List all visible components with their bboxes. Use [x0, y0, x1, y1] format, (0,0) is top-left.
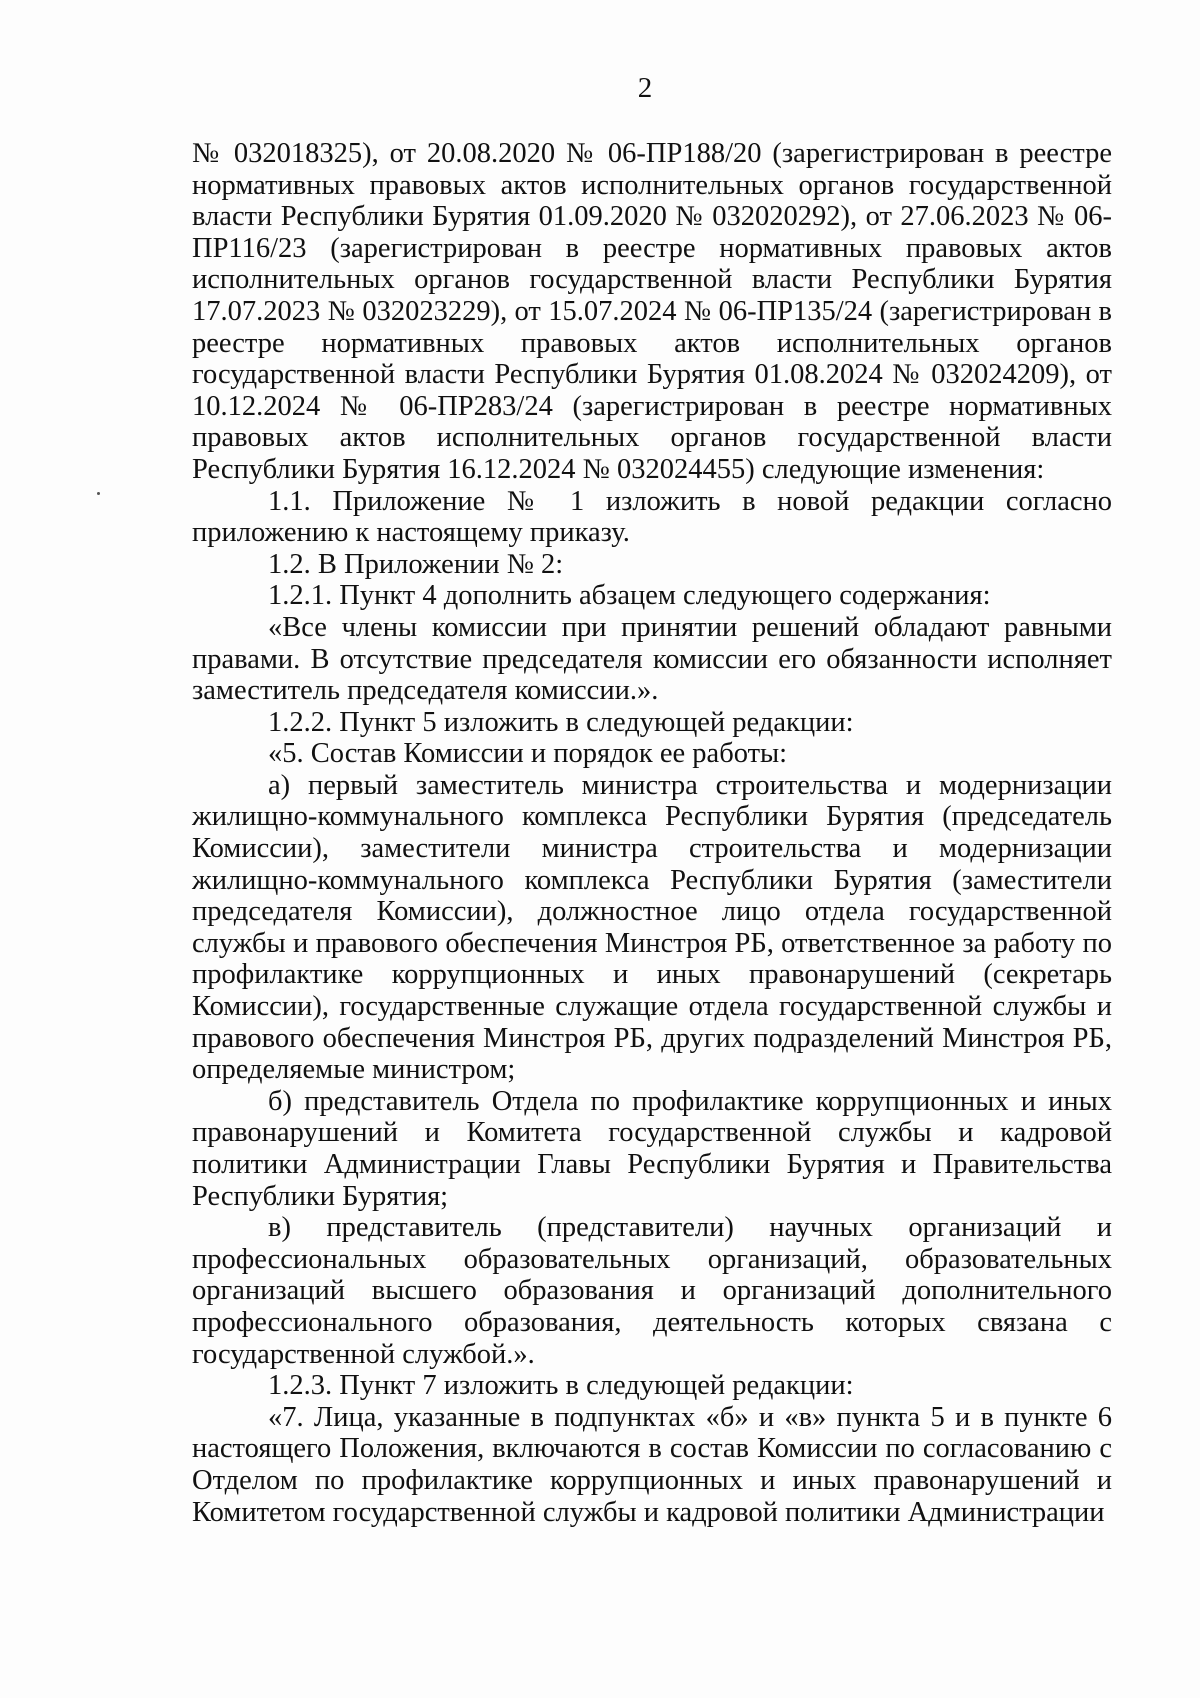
- paragraph-1-2-1: 1.2.1. Пункт 4 дополнить абзацем следующего содержания:: [268, 580, 991, 612]
- paragraph-1-1: 1.1. Приложение № 1 изложить в новой редакции согласно приложению к настоящему приказу.: [192, 485, 1112, 549]
- paragraph-1-2: 1.2. В Приложении № 2:: [268, 548, 564, 580]
- page-number: 2: [637, 72, 653, 104]
- paragraph-quote-equal-rights: «Все члены комиссии при принятии решений обладают равными правами. В отсутствие председателя комиссии его обязанности исполняет заместитель председателя комиссии.».: [192, 611, 1112, 707]
- paragraph-quote-commission-composition: «5. Состав Комиссии и порядок ее работы:: [268, 738, 788, 770]
- paragraph-item-v: в) представитель (представители) научных организаций и профессиональных образовательных организаций, образовательных организаций высшего образования и организаций дополнительного профессионального образования, деятельность которых связана с государственной службой.».: [192, 1212, 1112, 1370]
- paragraph-1-2-3: 1.2.3. Пункт 7 изложить в следующей редакции:: [268, 1370, 854, 1402]
- paragraph-item-a: а) первый заместитель министра строительства и модернизации жилищно-коммунального комплекса Республики Бурятия (председатель Комиссии), заместители министра строительства и модернизации жилищно-коммунального комплекса Республики Бурятия (заместители председателя Комиссии), должностное лицо отдела государственной службы и правового обеспечения Минстроя РБ, ответственное за работу по профилактике коррупционных и иных правонарушений (секретарь Комиссии), государственные служащие отдела государственной службы и правового обеспечения Минстроя РБ, других подразделений Минстроя РБ, определяемые министром;: [192, 769, 1112, 1086]
- paragraph-amendments-list: № 032018325), от 20.08.2020 № 06-ПР188/20 (зарегистрирован в реестре нормативных правовых актов исполнительных органов государственной власти Республики Бурятия 01.09.2020 № 032020292), от 27.06.2023 № 06-ПР116/23 (зарегистрирован в реестре нормативных правовых актов исполнительных органов государственной власти Республики Бурятия 17.07.2023 № 032023229), от 15.07.2024 № 06-ПР135/24 (зарегистрирован в реестре нормативных правовых актов исполнительных органов государственной власти Республики Бурятия 01.08.2024 № 032024209), от 10.12.2024 № 06-ПР283/24 (зарегистрирован в реестре нормативных правовых актов исполнительных органов государственной власти Республики Бурятия 16.12.2024 № 032024455) следующие изменения:: [192, 138, 1112, 485]
- scan-speck: [97, 492, 100, 495]
- paragraph-item-b: б) представитель Отдела по профилактике коррупционных и иных правонарушений и Комитета государственной службы и кадровой политики Администрации Главы Республики Бурятия и Правительства Республики Бурятия;: [192, 1085, 1112, 1212]
- paragraph-quote-item-7: «7. Лица, указанные в подпунктах «б» и «в» пункта 5 и в пункте 6 настоящего Положения, включаются в состав Комиссии по согласованию с Отделом по профилактике коррупционных и иных правонарушений и Комитетом государственной службы и кадровой политики Администрации: [192, 1401, 1112, 1528]
- document-body: [192, 138, 1112, 1528]
- paragraph-1-2-2: 1.2.2. Пункт 5 изложить в следующей редакции:: [268, 706, 854, 738]
